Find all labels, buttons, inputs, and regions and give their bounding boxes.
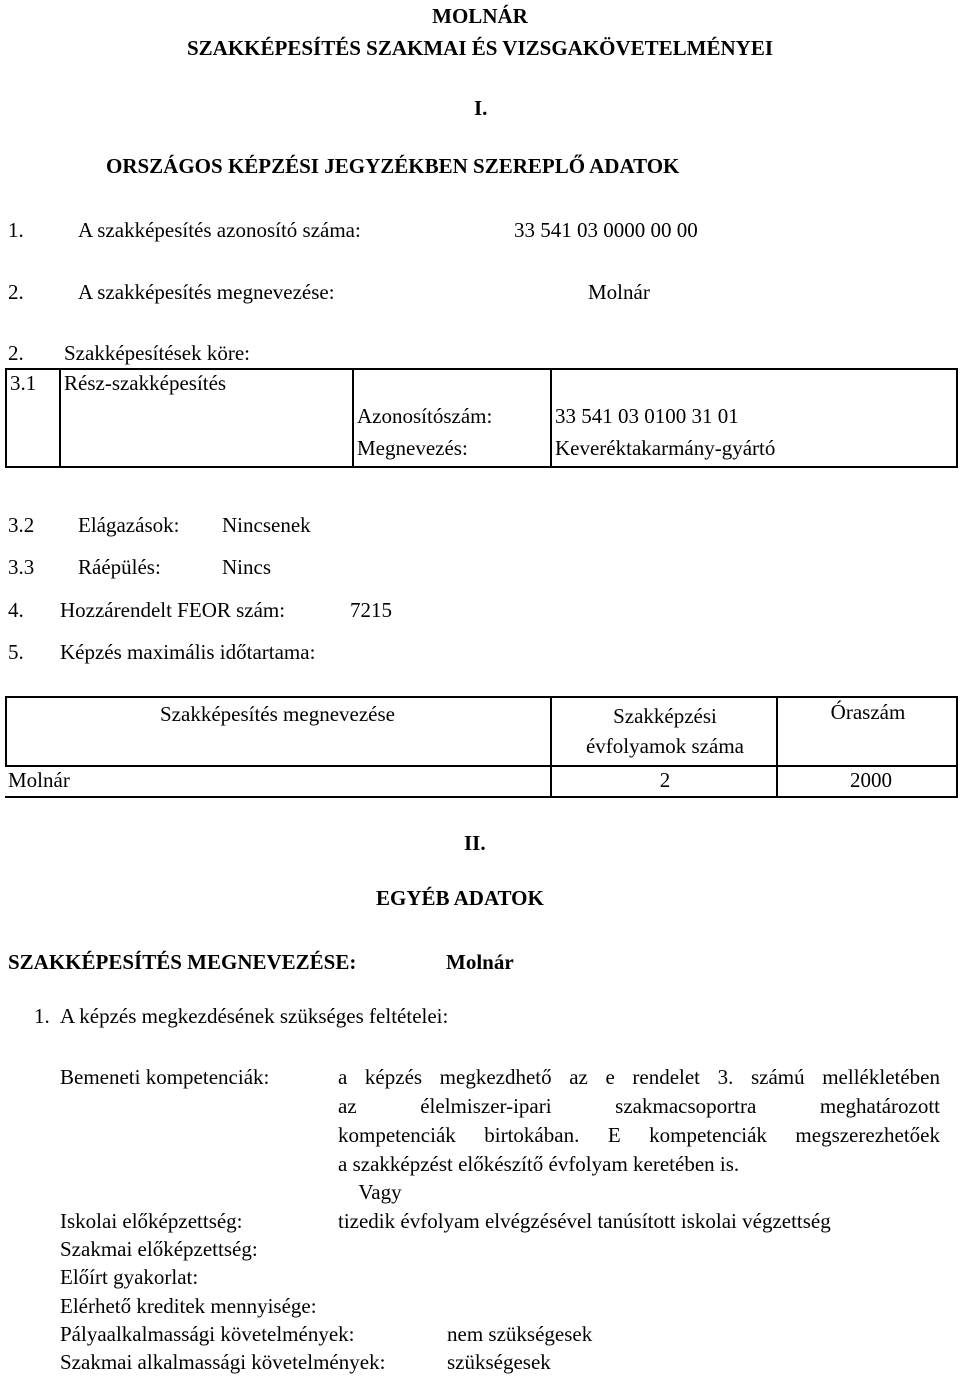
item3-number: 2.	[8, 341, 24, 365]
partial-name-label: Megnevezés:	[357, 436, 468, 460]
part1-title: ORSZÁGOS KÉPZÉSI JEGYZÉKBEN SZEREPLŐ ADATOK	[106, 154, 680, 178]
school-prereq-value: tizedik évfolyam elvégzésével tanúsított iskolai végzettség	[338, 1209, 831, 1233]
partial-title: Rész-szakképesítés	[64, 371, 227, 395]
item1-label: A szakképesítés azonosító száma:	[78, 218, 361, 242]
partial-number: 3.1	[10, 371, 37, 395]
duration-col2-header-line1: Szakképzési	[613, 704, 717, 728]
duration-row-hours: 2000	[850, 768, 892, 792]
document-title: MOLNÁR	[432, 4, 528, 28]
feor-label: Hozzárendelt FEOR szám:	[60, 598, 286, 622]
aptitude-label: Pályaalkalmassági követelmények:	[60, 1322, 355, 1346]
buildon-label: Ráépülés:	[78, 555, 161, 579]
branch-value: Nincsenek	[222, 513, 311, 537]
professional-aptitude-label: Szakmai alkalmassági követelmények:	[60, 1350, 386, 1374]
duration-col3-header: Óraszám	[830, 700, 906, 724]
item2-label: A szakképesítés megnevezése:	[78, 280, 335, 304]
input-competency-line-4: a szakképzést előkészítő évfolyam keretében is.	[338, 1152, 740, 1176]
item1-number: 1.	[8, 218, 24, 242]
buildon-value: Nincs	[222, 555, 271, 579]
item2-value: Molnár	[588, 280, 650, 304]
duration-col1-header: Szakképesítés megnevezése	[160, 702, 395, 726]
branch-number: 3.2	[8, 513, 35, 537]
partial-name-value: Keveréktakarmány-gyártó	[555, 436, 776, 460]
item1-value: 33 541 03 0000 00 00	[514, 218, 698, 242]
qualification-name-label: SZAKKÉPESÍTÉS MEGNEVEZÉSE:	[8, 950, 357, 974]
duration-row-years: 2	[659, 768, 671, 792]
part1-numeral: I.	[474, 96, 488, 120]
document-subtitle: SZAKKÉPESÍTÉS SZAKMAI ÉS VIZSGAKÖVETELMÉNYEI	[186, 36, 774, 60]
duration-col2-header-line2: évfolyamok száma	[585, 734, 745, 758]
duration-label: Képzés maximális időtartama:	[60, 640, 316, 664]
duration-number: 5.	[8, 640, 24, 664]
input-competency-label: Bemeneti kompetenciák:	[60, 1065, 270, 1089]
professional-aptitude-value: szükségesek	[447, 1350, 551, 1374]
part2-numeral: II.	[464, 831, 486, 855]
duration-row-name: Molnár	[8, 768, 70, 792]
partial-id-value: 33 541 03 0100 31 01	[555, 404, 739, 428]
school-prereq-label: Iskolai előképzettség:	[60, 1209, 243, 1233]
item2-number: 2.	[8, 280, 24, 304]
required-practice-label: Előírt gyakorlat:	[60, 1265, 199, 1289]
branch-label: Elágazások:	[78, 513, 180, 537]
aptitude-value: nem szükségesek	[447, 1322, 593, 1346]
qualification-name-value: Molnár	[446, 950, 514, 974]
conditions-number: 1.	[34, 1004, 50, 1028]
item3-label: Szakképesítések köre:	[64, 341, 251, 365]
feor-number: 4.	[8, 598, 24, 622]
partial-id-label: Azonosítószám:	[357, 404, 493, 428]
or-text: Vagy	[358, 1180, 402, 1204]
credits-label: Elérhető kreditek mennyisége:	[60, 1294, 317, 1318]
conditions-label: A képzés megkezdésének szükséges feltételei:	[60, 1004, 449, 1028]
feor-value: 7215	[350, 598, 392, 622]
professional-prereq-label: Szakmai előképzettség:	[60, 1237, 258, 1261]
input-competency-line-3: kompetenciák birtokában. E kompetenciák megszerezhetőek	[338, 1123, 940, 1147]
input-competency-line-2: az élelmiszer-ipari szakmacsoportra meghatározott	[338, 1094, 940, 1118]
input-competency-line-1: a képzés megkezdhető az e rendelet 3. számú mellékletében	[338, 1065, 940, 1089]
part2-title: EGYÉB ADATOK	[376, 886, 544, 910]
buildon-number: 3.3	[8, 555, 35, 579]
